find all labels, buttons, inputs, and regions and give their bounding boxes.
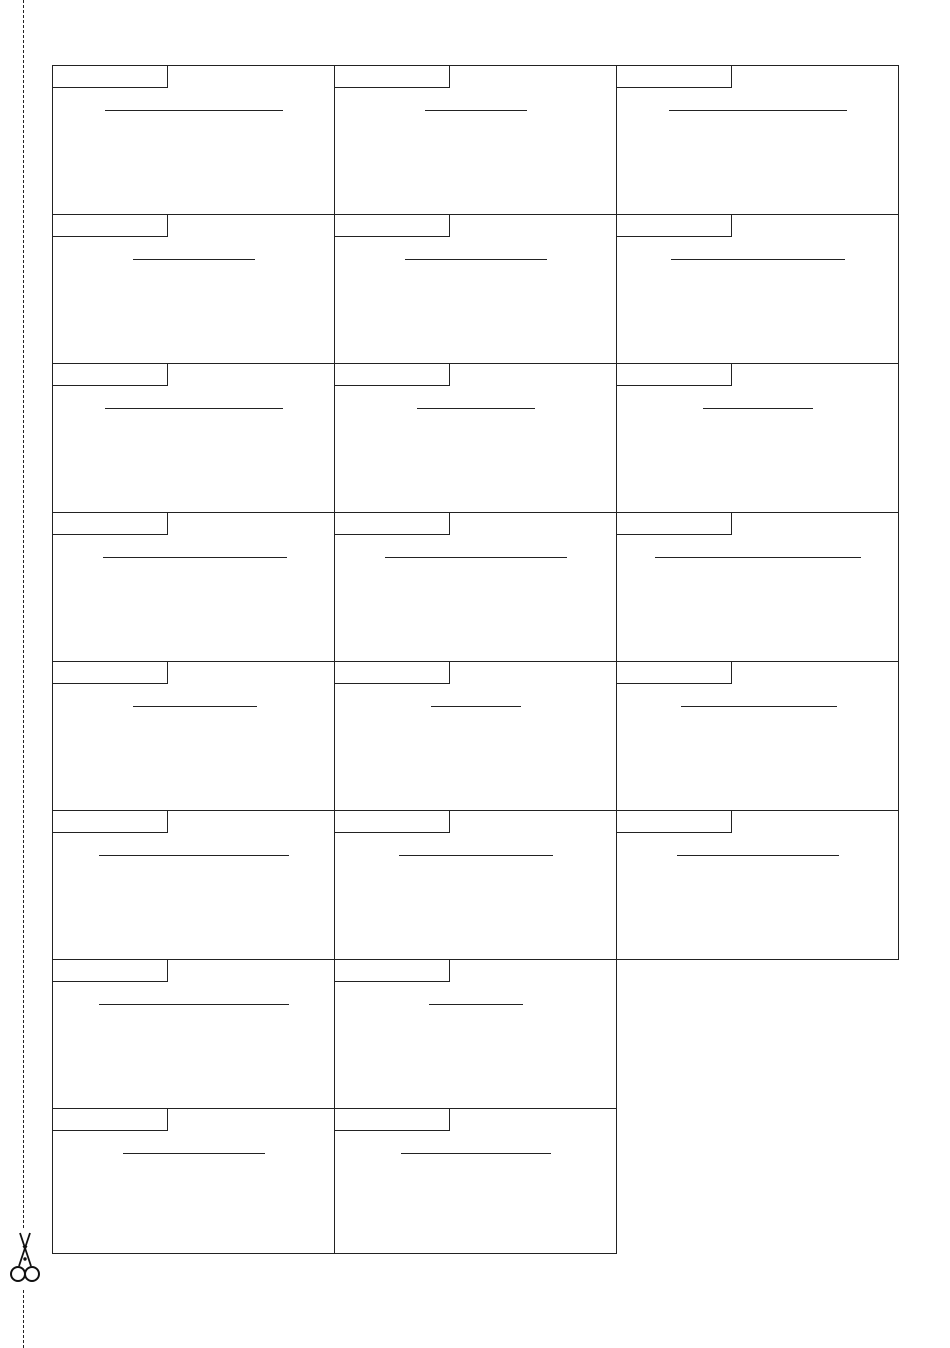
card-tab — [335, 66, 450, 88]
flashcard-21 — [52, 1108, 335, 1254]
card-tab — [53, 513, 168, 535]
card-tab — [335, 215, 450, 237]
card-title-line — [417, 408, 535, 409]
card-tab — [335, 364, 450, 386]
card-tab — [53, 662, 168, 684]
flashcard-3 — [616, 65, 899, 215]
card-tab — [617, 364, 732, 386]
flashcard-22 — [334, 1108, 617, 1254]
card-title-line — [671, 259, 845, 260]
flashcard-15 — [616, 661, 899, 811]
card-title-line — [105, 408, 283, 409]
card-tab — [335, 960, 450, 982]
flashcard-9 — [616, 363, 899, 513]
card-tab — [53, 364, 168, 386]
flashcard-4 — [52, 214, 335, 364]
card-title-line — [677, 855, 839, 856]
flashcard-17 — [334, 810, 617, 960]
flashcard-7 — [52, 363, 335, 513]
card-title-line — [99, 855, 289, 856]
card-title-line — [405, 259, 547, 260]
card-title-line — [681, 706, 837, 707]
flashcard-11 — [334, 512, 617, 662]
flashcard-10 — [52, 512, 335, 662]
card-title-line — [401, 1153, 551, 1154]
card-title-line — [103, 557, 287, 558]
card-tab — [53, 66, 168, 88]
flashcard-1 — [52, 65, 335, 215]
card-tab — [335, 811, 450, 833]
flashcard-13 — [52, 661, 335, 811]
card-tab — [617, 811, 732, 833]
flashcard-6 — [616, 214, 899, 364]
card-title-line — [425, 110, 527, 111]
card-tab — [617, 513, 732, 535]
card-tab — [335, 1109, 450, 1131]
card-tab — [53, 1109, 168, 1131]
card-title-line — [703, 408, 813, 409]
card-tab — [617, 215, 732, 237]
card-title-line — [429, 1004, 523, 1005]
card-tab — [53, 811, 168, 833]
card-title-line — [385, 557, 567, 558]
card-title-line — [105, 110, 283, 111]
flashcard-8 — [334, 363, 617, 513]
flashcard-16 — [52, 810, 335, 960]
card-tab — [335, 513, 450, 535]
card-tab — [335, 662, 450, 684]
card-title-line — [655, 557, 861, 558]
card-tab — [617, 662, 732, 684]
cut-line — [23, 0, 24, 1348]
card-tab — [53, 960, 168, 982]
card-title-line — [133, 706, 257, 707]
flashcard-18 — [616, 810, 899, 960]
scissors-icon — [8, 1228, 42, 1288]
card-title-line — [399, 855, 553, 856]
flashcard-2 — [334, 65, 617, 215]
flashcard-20 — [334, 959, 617, 1109]
flashcard-14 — [334, 661, 617, 811]
card-tab — [53, 215, 168, 237]
card-title-line — [431, 706, 521, 707]
card-tab — [617, 66, 732, 88]
flashcard-5 — [334, 214, 617, 364]
flashcard-19 — [52, 959, 335, 1109]
card-title-line — [99, 1004, 289, 1005]
flashcard-12 — [616, 512, 899, 662]
card-title-line — [123, 1153, 265, 1154]
card-title-line — [133, 259, 255, 260]
card-title-line — [669, 110, 847, 111]
